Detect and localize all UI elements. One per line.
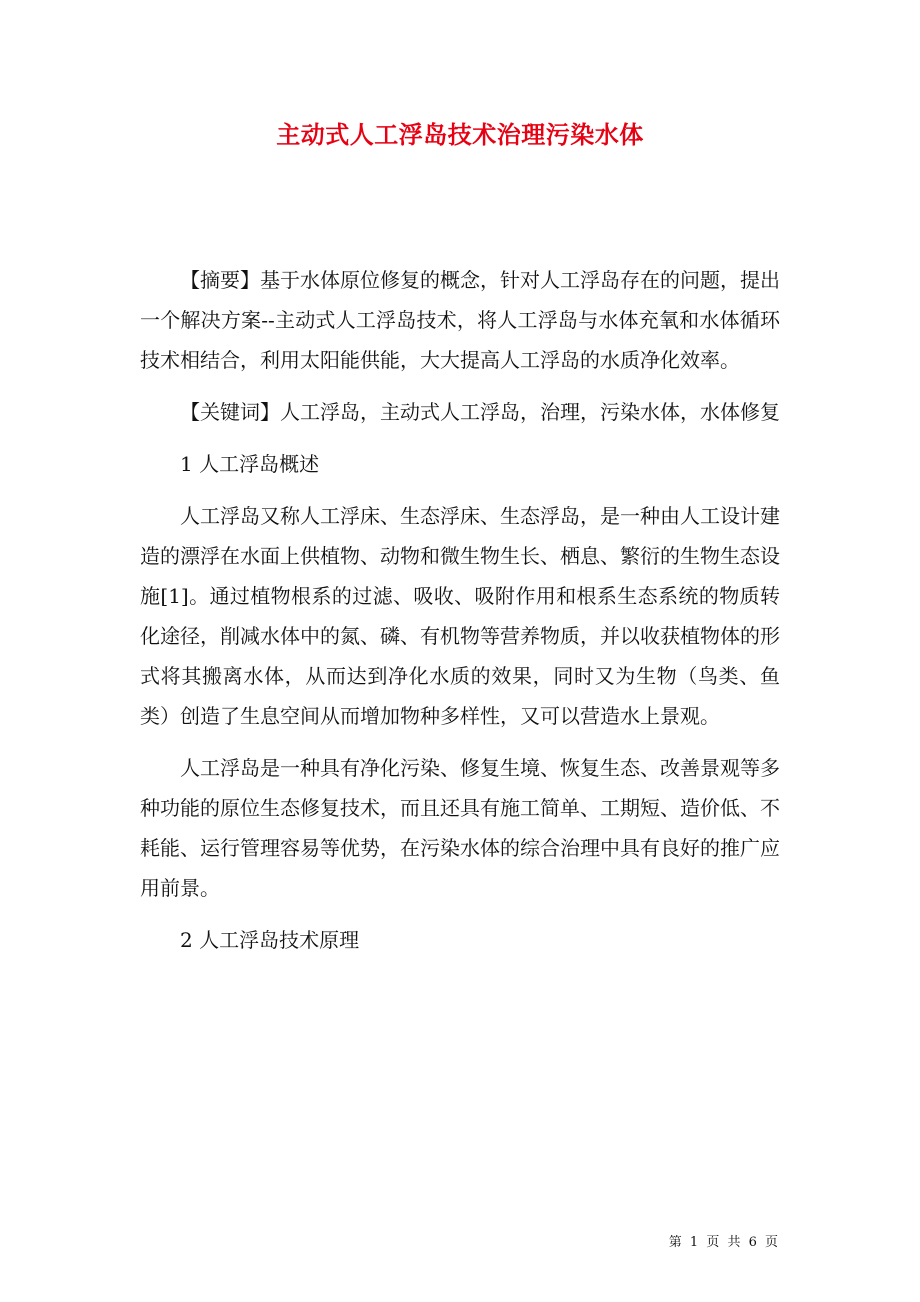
section-heading-2: 2 人工浮岛技术原理	[180, 928, 360, 952]
document-body	[140, 260, 780, 972]
page-number: 第 1 页 共 6 页	[668, 1235, 780, 1250]
body-paragraph-2: 人工浮岛是一种具有净化污染、修复生境、恢复生态、改善景观等多种功能的原位生态修复技术，而且还具有施工简单、工期短、造价低、不耗能、运行管理容易等优势，在污染水体的综合治理中具有良好的推广应用前景。	[140, 756, 780, 900]
section-heading-1: 1 人工浮岛概述	[180, 452, 320, 476]
keywords-paragraph: 【关键词】人工浮岛，主动式人工浮岛，治理，污染水体，水体修复	[180, 400, 780, 424]
body-paragraph-1: 人工浮岛又称人工浮床、生态浮床、生态浮岛，是一种由人工设计建造的漂浮在水面上供植物、动物和微生物生长、栖息、繁衍的生物生态设施[1]。通过植物根系的过滤、吸收、吸附作用和根系生态系统的物质转化途径，削减水体中的氮、磷、有机物等营养物质，并以收获植物体的形式将其搬离水体，从而达到净化水质的效果，同时又为生物（鸟类、鱼类）创造了生息空间从而增加物种多样性，又可以营造水上景观。	[140, 504, 780, 728]
document-title: 主动式人工浮岛技术治理污染水体	[276, 120, 644, 149]
abstract-paragraph: 【摘要】基于水体原位修复的概念，针对人工浮岛存在的问题，提出一个解决方案--主动式人工浮岛技术，将人工浮岛与水体充氧和水体循环技术相结合，利用太阳能供能，大大提高人工浮岛的水质净化效率。	[140, 268, 780, 372]
